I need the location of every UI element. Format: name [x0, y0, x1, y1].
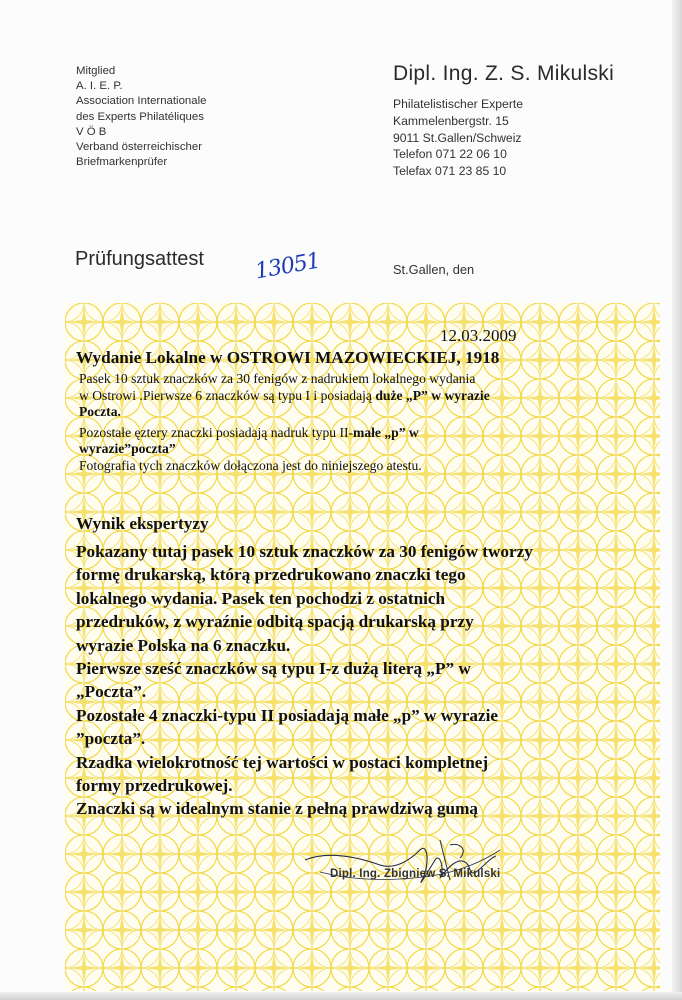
place-date-label: St.Gallen, den	[393, 262, 475, 277]
description-text: w Ostrowi .Pierwsze 6 znaczków są typu I i posiadają	[79, 387, 376, 403]
description-line	[79, 388, 490, 405]
result-paragraph	[76, 540, 533, 821]
result-line: Pokazany tutaj pasek 10 sztuk znaczków za 30 fenigów tworzy	[76, 542, 533, 561]
certificate-title: Prüfungsattest	[75, 248, 204, 270]
scan-edge-right	[672, 0, 682, 1000]
result-line: lokalnego wydania. Pasek ten pochodzi z ostatnich	[76, 588, 446, 608]
expert-title: Philatelistischer Experte	[393, 97, 524, 111]
association-line: V Ö B	[76, 125, 107, 138]
description-text: Pozostałe ęztery znaczki posiadają nadruk typu II-	[79, 424, 354, 440]
expert-address-block	[393, 62, 614, 180]
result-line: Pierwsze sześć znaczków są typu I-z dużą literą „P” w	[76, 659, 471, 679]
description-line	[79, 371, 490, 388]
association-line: des Experts Philatéliques	[76, 110, 204, 123]
description-paragraph	[79, 371, 490, 475]
association-line: Association Internationale	[76, 95, 207, 108]
expert-name: Dipl. Ing. Z. S. Mikulski	[393, 62, 615, 85]
handwritten-signature	[300, 820, 530, 900]
result-line: Znaczki są w idealnym stanie z pełną prawdziwą gumą	[76, 799, 479, 819]
description-text: Pasek 10 sztuk znaczków za 30 fenigów z nadrukiem lokalnego wydania	[79, 371, 476, 386]
result-line: formy przedrukowej.	[76, 776, 233, 796]
result-line: Rzadka wielokrotność tej wartości w postaci kompletnej	[76, 752, 489, 772]
expert-phone: Telefon 071 22 06 10	[393, 147, 507, 162]
signature-line: Dipl. Ing. Zbigniew S. Mikulski	[330, 868, 501, 880]
description-emphasis: wyrazie”poczta”	[79, 441, 176, 457]
certificate-date: 12.03.2009	[440, 326, 517, 345]
issue-heading: Wydanie Lokalne w OSTROWI MAZOWIECKIEJ, 1918	[76, 348, 500, 367]
scan-edge-bottom	[0, 992, 682, 1000]
result-line: wyrazie Polska na 6 znaczku.	[76, 635, 291, 655]
expert-fax: Telefax 071 23 85 10	[393, 164, 507, 179]
description-text: Fotografia tych znaczków dołączona jest do niniejszego atestu.	[79, 457, 422, 473]
expert-city: 9011 St.Gallen/Schweiz	[393, 130, 522, 145]
association-line: Briefmarkenprüfer	[76, 156, 168, 169]
description-line	[79, 425, 490, 442]
association-line: A. I. E. P.	[76, 80, 123, 93]
result-heading: Wynik ekspertyzy	[76, 514, 209, 533]
description-emphasis: Poczta.	[79, 404, 121, 420]
association-line: Verband österreichischer	[76, 141, 202, 154]
result-line: Pozostałe 4 znaczki-typu II posiadają małe „p” w wyrazie	[76, 705, 499, 725]
description-line	[79, 458, 490, 475]
expert-street: Kammelenbergstr. 15	[393, 113, 509, 128]
association-block	[76, 64, 206, 170]
result-line: przedruków, z wyraźnie odbitą spacją drukarską przy	[76, 612, 474, 632]
description-line	[79, 441, 490, 458]
result-line: formę drukarską, którą przedrukowano znaczki tego	[76, 565, 466, 585]
result-line: „Poczta”.	[76, 682, 147, 702]
handwritten-certificate-number: 13051	[253, 248, 322, 285]
association-line: Mitglied	[76, 65, 116, 77]
description-emphasis: małe „p” w	[353, 424, 419, 440]
description-emphasis: duże „P” w wyrazie	[375, 387, 490, 403]
description-line	[79, 404, 490, 421]
result-line: ”poczta”.	[76, 729, 146, 749]
